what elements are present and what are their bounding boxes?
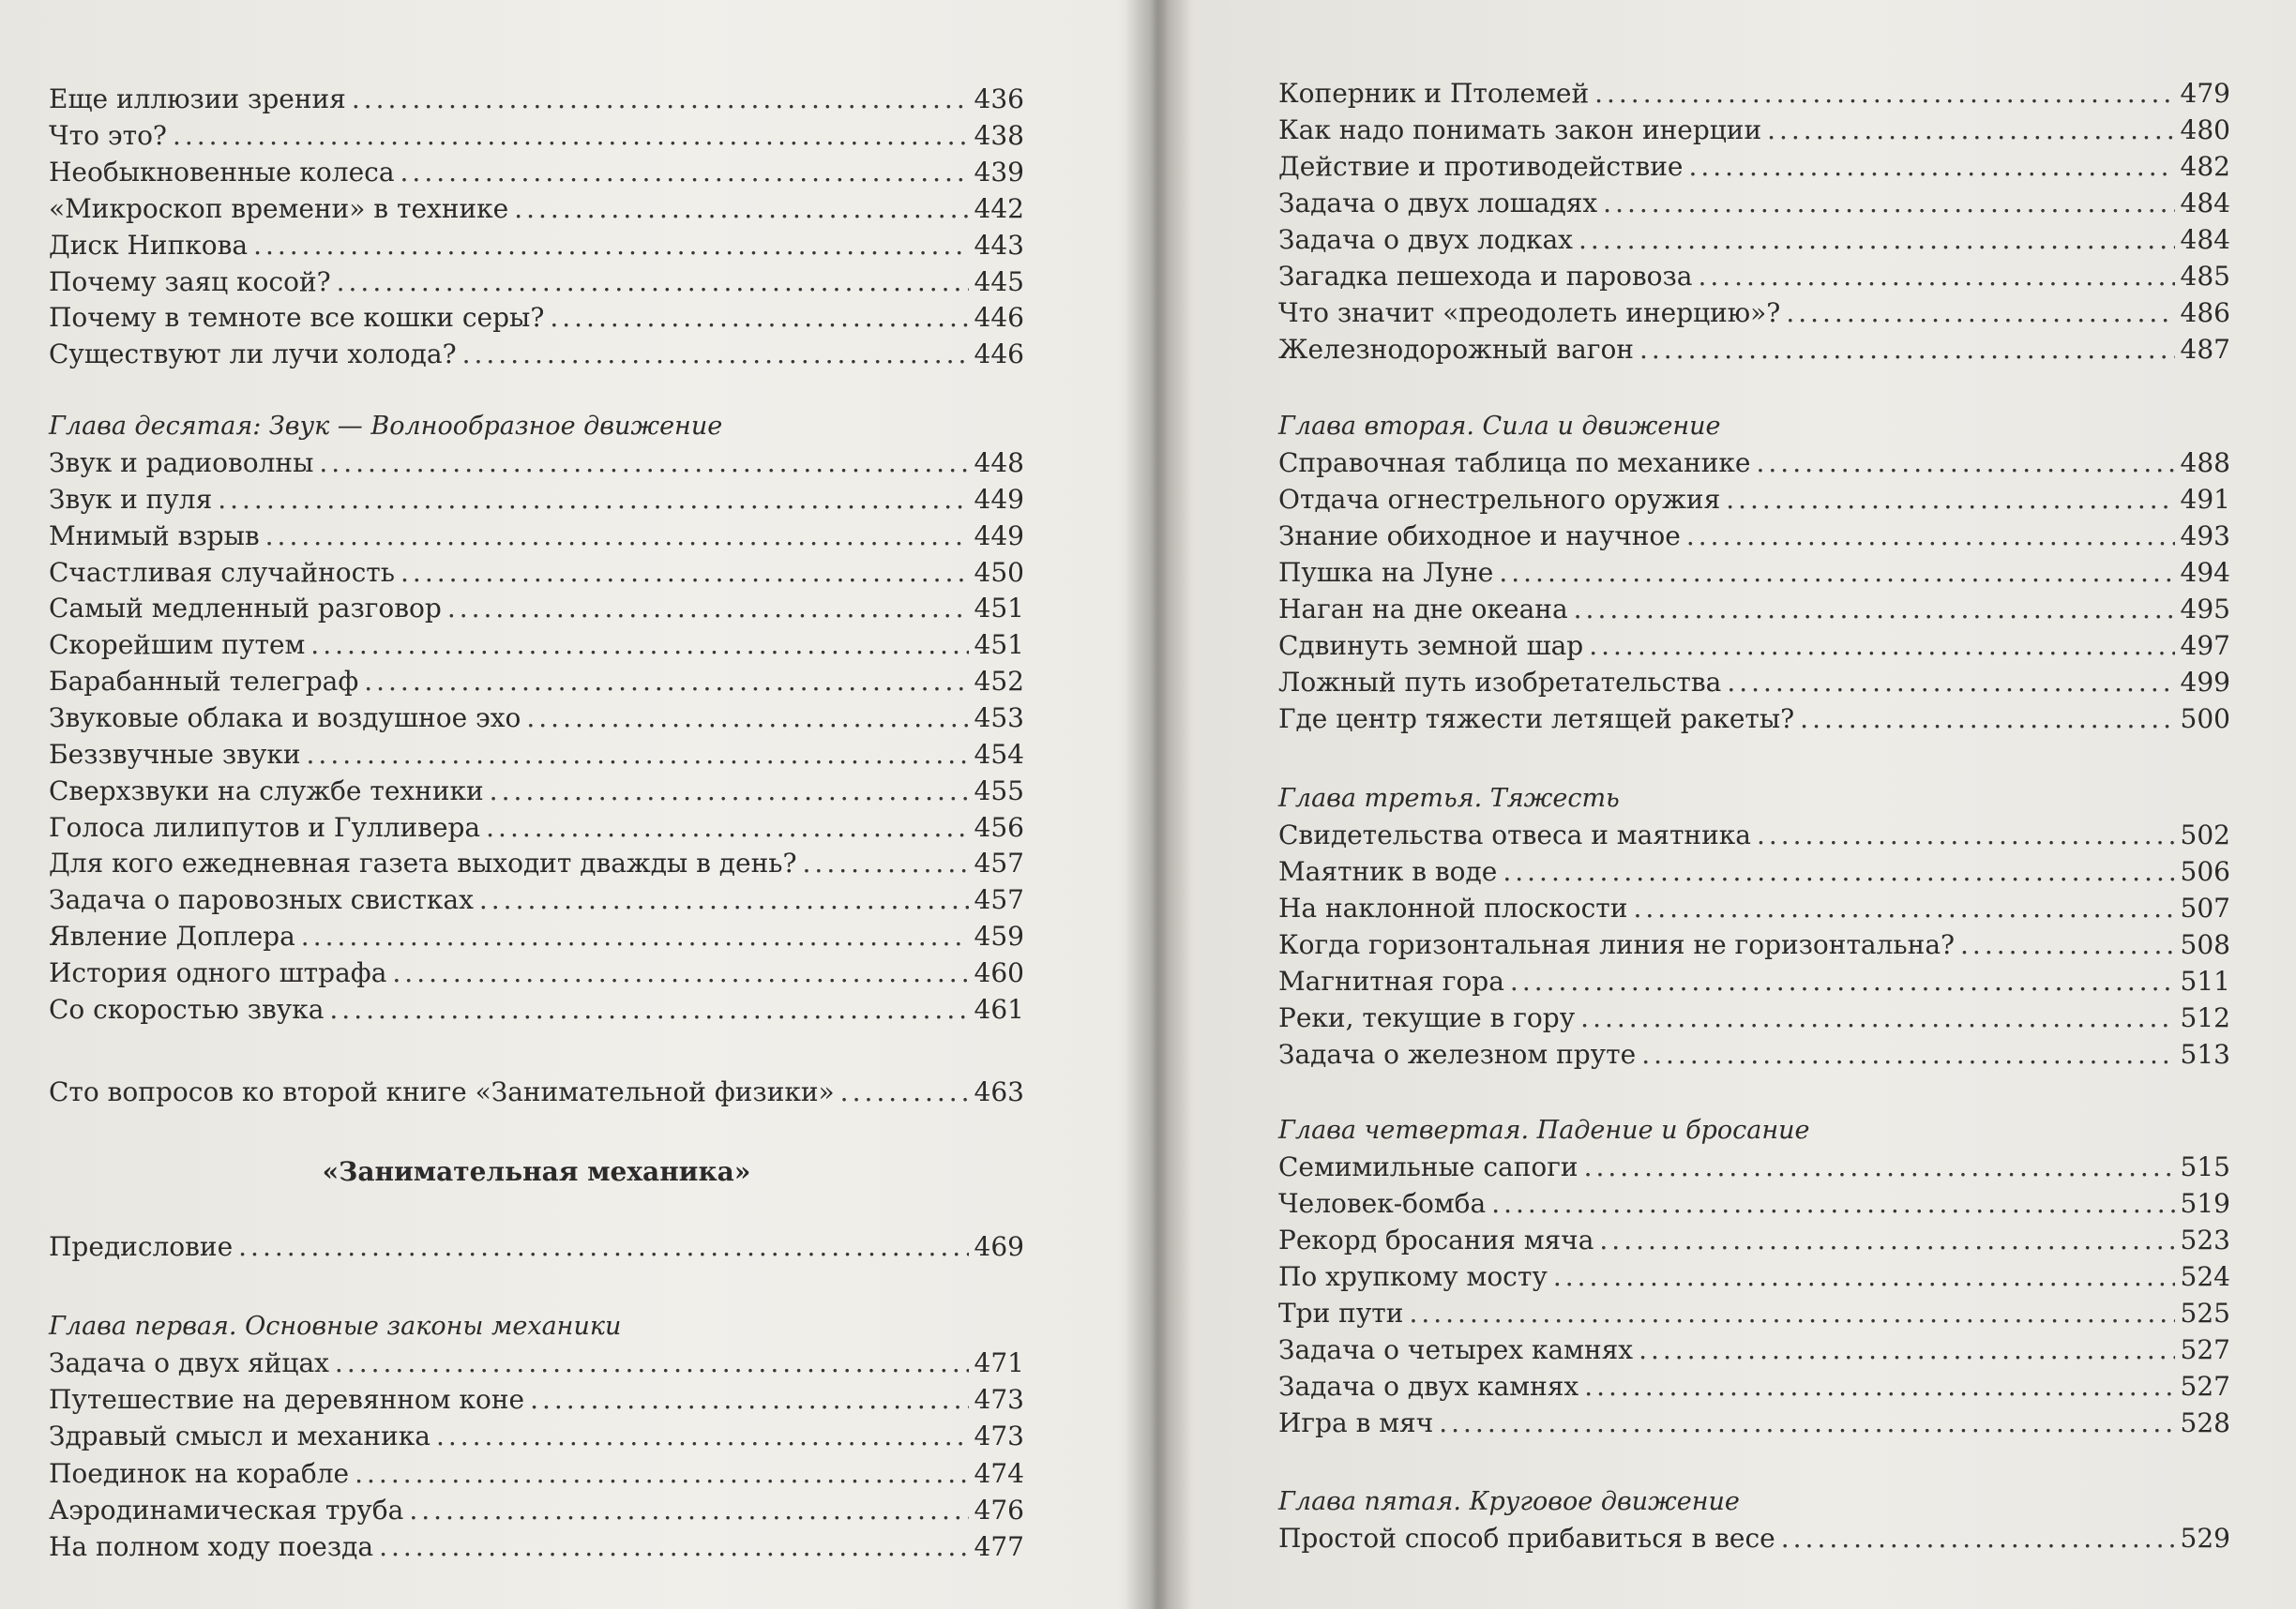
toc-entry <box>1278 963 2230 1000</box>
leader-dots <box>1499 554 2174 591</box>
toc-page-number: 495 <box>2180 594 2230 624</box>
leader-dots <box>1726 481 2174 518</box>
toc-entry <box>49 881 1024 918</box>
toc-page-number: 524 <box>2180 1261 2230 1292</box>
toc-entry <box>49 955 1024 991</box>
toc-page-number: 494 <box>2180 557 2230 588</box>
toc-entry <box>49 518 1024 554</box>
leader-dots <box>1686 518 2175 554</box>
toc-entry-title: Действие и противодействие <box>1278 151 1684 182</box>
toc-entry <box>1278 1405 2230 1441</box>
toc-entry-title: Со скоростью звука <box>49 993 325 1025</box>
toc-page-number: 451 <box>974 629 1024 661</box>
chapter-heading: Глава четвертая. Падение и бросание <box>1278 1116 1810 1145</box>
toc-page-number: 523 <box>2180 1225 2230 1256</box>
toc-entry-title: Коперник и Птолемей <box>1278 78 1590 109</box>
leader-dots <box>486 809 968 846</box>
toc-entry-title: Задача о двух лошадях <box>1278 188 1598 218</box>
toc-page-number: 459 <box>974 921 1024 953</box>
toc-entry <box>49 227 1024 263</box>
toc-page-number: 500 <box>2180 703 2230 734</box>
leader-dots <box>1510 963 2175 1000</box>
leader-dots <box>1491 1185 2174 1222</box>
leader-dots <box>1578 221 2175 258</box>
toc-entry-title: Когда горизонтальная линия не горизонтальна? <box>1278 929 1956 960</box>
toc-page-number: 469 <box>974 1231 1024 1262</box>
leader-dots <box>329 991 968 1028</box>
toc-entry <box>1278 554 2230 591</box>
right-page <box>1172 0 2296 1609</box>
leader-dots <box>530 1381 968 1418</box>
toc-entry <box>1278 444 2230 481</box>
toc-entry <box>1278 1000 2230 1036</box>
toc-page-number: 442 <box>974 192 1024 224</box>
toc-page-number: 471 <box>974 1347 1024 1378</box>
toc-page-number: 479 <box>2180 78 2230 109</box>
toc-entry-title: Аэродинамическая труба <box>49 1494 404 1526</box>
toc-entry <box>1278 481 2230 518</box>
toc-entry <box>1278 331 2230 368</box>
toc-page-number: 451 <box>974 593 1024 624</box>
toc-page-number: 452 <box>974 666 1024 698</box>
toc-page-number: 512 <box>2180 1002 2230 1033</box>
leader-dots <box>803 845 969 881</box>
toc-page-number: 477 <box>974 1531 1024 1562</box>
toc-entry-title: Семимильные сапоги <box>1278 1151 1578 1182</box>
leader-dots <box>352 81 969 117</box>
toc-page-number: 525 <box>2180 1298 2230 1329</box>
toc-entry <box>49 1492 1024 1528</box>
toc-entry <box>49 444 1024 481</box>
toc-page-number: 493 <box>2180 520 2230 551</box>
toc-entry-title: Магнитная гора <box>1278 966 1504 997</box>
leader-dots <box>310 626 968 663</box>
toc-page-number: 476 <box>974 1494 1024 1526</box>
toc-entry <box>1278 664 2230 700</box>
toc-entry <box>1278 518 2230 554</box>
leader-dots <box>337 263 969 300</box>
chapter-heading: Глава десятая: Звук — Волнообразное движение <box>49 412 723 441</box>
toc-page-number: 484 <box>2180 188 2230 218</box>
toc-entry-title: Поединок на корабле <box>49 1457 350 1489</box>
toc-page-number: 473 <box>974 1384 1024 1416</box>
toc-entry <box>49 663 1024 699</box>
leader-dots <box>840 1074 969 1110</box>
toc-entry <box>1278 1258 2230 1295</box>
toc-page-number: 485 <box>2180 261 2230 292</box>
toc-entry <box>1278 294 2230 331</box>
toc-entry-title: Простой способ прибавиться в весе <box>1278 1523 1775 1554</box>
toc-entry-title: Существуют ли лучи холода? <box>49 338 457 370</box>
toc-page-number: 491 <box>2180 484 2230 515</box>
leader-dots <box>1688 148 2174 185</box>
toc-entry-title: Сверхзвуки на службе техники <box>49 774 484 806</box>
leader-dots <box>550 299 968 336</box>
leader-dots <box>1574 591 2175 627</box>
toc-entry-title: На полном ходу поезда <box>49 1531 374 1562</box>
toc-page-number: 453 <box>974 701 1024 733</box>
toc-entry <box>1278 926 2230 963</box>
toc-page-number: 461 <box>974 993 1024 1025</box>
leader-dots <box>400 154 969 190</box>
leader-dots <box>479 881 969 918</box>
toc-entry <box>1278 148 2230 185</box>
toc-page-number: 488 <box>2180 447 2230 478</box>
leader-dots <box>526 699 968 736</box>
toc-page-number: 515 <box>2180 1151 2230 1182</box>
toc-entry <box>49 117 1024 154</box>
leader-dots <box>1439 1405 2174 1441</box>
toc-entry-title: Диск Нипкова <box>49 229 249 261</box>
leader-dots <box>319 444 968 481</box>
toc-entry-title: Отдача огнестрельного оружия <box>1278 484 1721 515</box>
toc-page-number: 455 <box>974 774 1024 806</box>
toc-entry-title: Как надо понимать закон инерции <box>1278 114 1762 145</box>
toc-entry <box>49 699 1024 736</box>
toc-entry <box>49 190 1024 227</box>
toc-entry-title: Человек-бомба <box>1278 1188 1487 1219</box>
toc-entry <box>49 626 1024 663</box>
toc-entry-title: Звук и пуля <box>49 483 213 515</box>
toc-entry-title: Звуковые облака и воздушное эхо <box>49 701 521 733</box>
leader-dots <box>1553 1258 2175 1295</box>
toc-entry <box>49 299 1024 336</box>
toc-page-number: 508 <box>2180 929 2230 960</box>
toc-page-number: 448 <box>974 447 1024 478</box>
toc-entry-title: Ложный путь изобретательства <box>1278 667 1722 698</box>
toc-entry-title: Барабанный телеграф <box>49 666 359 698</box>
toc-page-number: 474 <box>974 1457 1024 1489</box>
toc-entry-title: «Микроскоп времени» в технике <box>49 192 509 224</box>
toc-page-number: 438 <box>974 119 1024 151</box>
toc-entry <box>1278 1185 2230 1222</box>
chapter-heading: Глава третья. Тяжесть <box>1278 784 1620 813</box>
toc-page-number: 507 <box>2180 893 2230 924</box>
toc-entry <box>1278 185 2230 221</box>
toc-page-number: 436 <box>974 83 1024 114</box>
toc-entry-title: История одного штрафа <box>49 956 387 988</box>
toc-page-number: 460 <box>974 956 1024 988</box>
toc-entry-title: Явление Доплера <box>49 921 295 953</box>
toc-page-number: 463 <box>974 1076 1024 1107</box>
book-section-heading: «Занимательная механика» <box>322 1156 751 1187</box>
toc-page-number: 443 <box>974 229 1024 261</box>
leader-dots <box>447 590 969 626</box>
leader-dots <box>400 554 969 591</box>
toc-page-number: 457 <box>974 848 1024 880</box>
toc-entry <box>1278 1295 2230 1331</box>
toc-entry <box>49 554 1024 591</box>
toc-entry <box>1278 591 2230 627</box>
leader-dots <box>1786 294 2174 331</box>
leader-dots <box>490 773 969 809</box>
toc-entry <box>1278 853 2230 890</box>
toc-entry <box>49 1345 1024 1381</box>
toc-entry-title: Игра в мяч <box>1278 1407 1434 1438</box>
toc-entry-title: Беззвучные звуки <box>49 738 301 770</box>
leader-dots <box>1757 817 2175 853</box>
toc-page-number: 487 <box>2180 334 2230 365</box>
toc-page-number: 473 <box>974 1421 1024 1452</box>
toc-page-number: 506 <box>2180 856 2230 887</box>
toc-entry-title: Справочная таблица по механике <box>1278 447 1751 478</box>
toc-page-number: 499 <box>2180 667 2230 698</box>
toc-entry <box>1278 258 2230 294</box>
toc-entry-title: Задача о двух камнях <box>1278 1371 1579 1402</box>
toc-page-number: 449 <box>974 519 1024 551</box>
leader-dots <box>514 190 968 227</box>
toc-entry <box>1278 627 2230 664</box>
toc-entry-title: Где центр тяжести летящей ракеты? <box>1278 703 1795 734</box>
toc-page-number: 527 <box>2180 1371 2230 1402</box>
toc-page-number: 511 <box>2180 966 2230 997</box>
toc-entry-title: Еще иллюзии зрения <box>49 83 346 114</box>
leader-dots <box>364 663 968 699</box>
toc-entry-title: Реки, текущие в гору <box>1278 1002 1576 1033</box>
toc-page-number: 484 <box>2180 224 2230 255</box>
leader-dots <box>1594 75 2174 112</box>
leader-dots <box>253 227 968 263</box>
toc-entry <box>1278 700 2230 737</box>
toc-entry-title: На наклонной плоскости <box>1278 893 1628 924</box>
toc-page-number: 486 <box>2180 297 2230 328</box>
toc-page-number: 457 <box>974 884 1024 916</box>
leader-dots <box>1641 1036 2174 1073</box>
toc-entry <box>49 1074 1024 1110</box>
toc-entry-title: Свидетельства отвеса и маятника <box>1278 820 1751 850</box>
leader-dots <box>355 1455 968 1492</box>
toc-entry <box>1278 112 2230 148</box>
toc-entry-title: Пушка на Луне <box>1278 557 1494 588</box>
toc-entry <box>49 1228 1024 1265</box>
leader-dots <box>1757 444 2175 481</box>
toc-entry-title: По хрупкому мосту <box>1278 1261 1548 1292</box>
toc-entry-title: Рекорд бросания мяча <box>1278 1225 1594 1256</box>
toc-entry <box>49 1381 1024 1418</box>
toc-entry <box>49 1528 1024 1565</box>
leader-dots <box>462 336 969 372</box>
toc-page-number: 454 <box>974 738 1024 770</box>
leader-dots <box>1781 1520 2175 1556</box>
toc-entry-title: Предисловие <box>49 1231 234 1262</box>
leader-dots <box>409 1492 968 1528</box>
toc-page-number: 529 <box>2180 1523 2230 1554</box>
leader-dots <box>1727 664 2174 700</box>
toc-entry-title: Наган на дне океана <box>1278 594 1568 624</box>
leader-dots <box>307 736 969 773</box>
leader-dots <box>1639 1331 2174 1368</box>
toc-page-number: 445 <box>974 265 1024 297</box>
leader-dots <box>1603 185 2174 221</box>
toc-entry <box>49 773 1024 809</box>
leader-dots <box>1409 1295 2174 1331</box>
toc-entry <box>1278 1036 2230 1073</box>
toc-entry-title: Задача о железном пруте <box>1278 1039 1637 1070</box>
toc-entry-title: Самый медленный разговор <box>49 593 442 624</box>
toc-entry-title: Здравый смысл и механика <box>49 1421 430 1452</box>
leader-dots <box>1584 1149 2175 1185</box>
leader-dots <box>1633 890 2174 926</box>
leader-dots <box>1584 1368 2174 1405</box>
toc-page-number: 527 <box>2180 1334 2230 1365</box>
leader-dots <box>1589 627 2174 664</box>
toc-entry <box>49 481 1024 518</box>
toc-entry-title: Мнимый взрыв <box>49 519 260 551</box>
toc-entry-title: Задача о двух лодках <box>1278 224 1573 255</box>
leader-dots <box>1503 853 2174 890</box>
leader-dots <box>379 1528 968 1565</box>
leader-dots <box>1639 331 2175 368</box>
toc-entry <box>49 336 1024 372</box>
toc-entry-title: Что значит «преодолеть инерцию»? <box>1278 297 1781 328</box>
toc-entry <box>49 81 1024 117</box>
toc-entry <box>49 736 1024 773</box>
chapter-heading: Глава вторая. Сила и движение <box>1278 412 1721 441</box>
leader-dots <box>1800 700 2174 737</box>
toc-entry-title: Сдвинуть земной шар <box>1278 630 1584 661</box>
toc-page-number: 482 <box>2180 151 2230 182</box>
toc-page-number: 450 <box>974 556 1024 588</box>
leader-dots <box>173 117 969 154</box>
chapter-heading: Глава пятая. Круговое движение <box>1278 1487 1740 1516</box>
leader-dots <box>1767 112 2174 148</box>
toc-entry-title: Задача о паровозных свистках <box>49 884 474 916</box>
toc-page-number: 502 <box>2180 820 2230 850</box>
chapter-heading: Глава первая. Основные законы механики <box>49 1312 622 1341</box>
leader-dots <box>392 955 968 991</box>
toc-entry-title: Звук и радиоволны <box>49 447 314 478</box>
toc-page-number: 519 <box>2180 1188 2230 1219</box>
leader-dots <box>1960 926 2175 963</box>
toc-entry <box>1278 817 2230 853</box>
toc-entry-title: Маятник в воде <box>1278 856 1498 887</box>
toc-entry-title: Счастливая случайность <box>49 556 396 588</box>
toc-entry <box>49 918 1024 955</box>
leader-dots <box>1580 1000 2174 1036</box>
toc-entry-title: Железнодорожный вагон <box>1278 334 1634 365</box>
toc-entry-title: Голоса лилипутов и Гулливера <box>49 811 481 843</box>
toc-entry-title: Сто вопросов ко второй книге «Занимательной физики» <box>49 1076 835 1107</box>
toc-page-number: 449 <box>974 483 1024 515</box>
toc-page-number: 439 <box>974 156 1024 188</box>
leader-dots <box>1698 258 2174 294</box>
toc-entry-title: Задача о четырех камнях <box>1278 1334 1634 1365</box>
toc-page-number: 480 <box>2180 114 2230 145</box>
toc-entry-title: Знание обиходное и научное <box>1278 520 1681 551</box>
toc-entry <box>1278 1520 2230 1556</box>
toc-page-number: 513 <box>2180 1039 2230 1070</box>
toc-entry-title: Почему в темноте все кошки серы? <box>49 302 545 334</box>
toc-entry <box>1278 1222 2230 1258</box>
toc-entry-title: Задача о двух яйцах <box>49 1347 329 1378</box>
toc-entry-title: Необыкновенные колеса <box>49 156 395 188</box>
toc-page-number: 497 <box>2180 630 2230 661</box>
toc-entry <box>49 1418 1024 1454</box>
toc-entry <box>49 845 1024 881</box>
leader-dots <box>301 918 969 955</box>
toc-entry-title: Три пути <box>1278 1298 1404 1329</box>
toc-entry-title: Путешествие на деревянном коне <box>49 1384 525 1416</box>
toc-entry-title: Скорейшим путем <box>49 629 306 661</box>
toc-page-number: 456 <box>974 811 1024 843</box>
toc-entry <box>49 991 1024 1028</box>
toc-entry <box>49 590 1024 626</box>
toc-entry <box>49 263 1024 300</box>
toc-entry <box>49 1455 1024 1492</box>
toc-entry-title: Что это? <box>49 119 167 151</box>
leader-dots <box>436 1418 969 1454</box>
leader-dots <box>218 481 968 518</box>
leader-dots <box>335 1345 969 1381</box>
toc-page-number: 446 <box>974 338 1024 370</box>
toc-entry <box>1278 221 2230 258</box>
leader-dots <box>238 1228 968 1265</box>
toc-entry <box>1278 1331 2230 1368</box>
toc-entry-title: Почему заяц косой? <box>49 265 331 297</box>
toc-entry <box>49 809 1024 846</box>
toc-page-number: 446 <box>974 302 1024 334</box>
toc-entry <box>1278 75 2230 112</box>
toc-entry-title: Для кого ежедневная газета выходит дважды в день? <box>49 848 797 880</box>
leader-dots <box>265 518 969 554</box>
toc-entry <box>1278 890 2230 926</box>
toc-entry-title: Загадка пешехода и паровоза <box>1278 261 1693 292</box>
toc-entry <box>49 154 1024 190</box>
toc-entry <box>1278 1149 2230 1185</box>
toc-page-number: 528 <box>2180 1407 2230 1438</box>
toc-entry <box>1278 1368 2230 1405</box>
leader-dots <box>1599 1222 2174 1258</box>
